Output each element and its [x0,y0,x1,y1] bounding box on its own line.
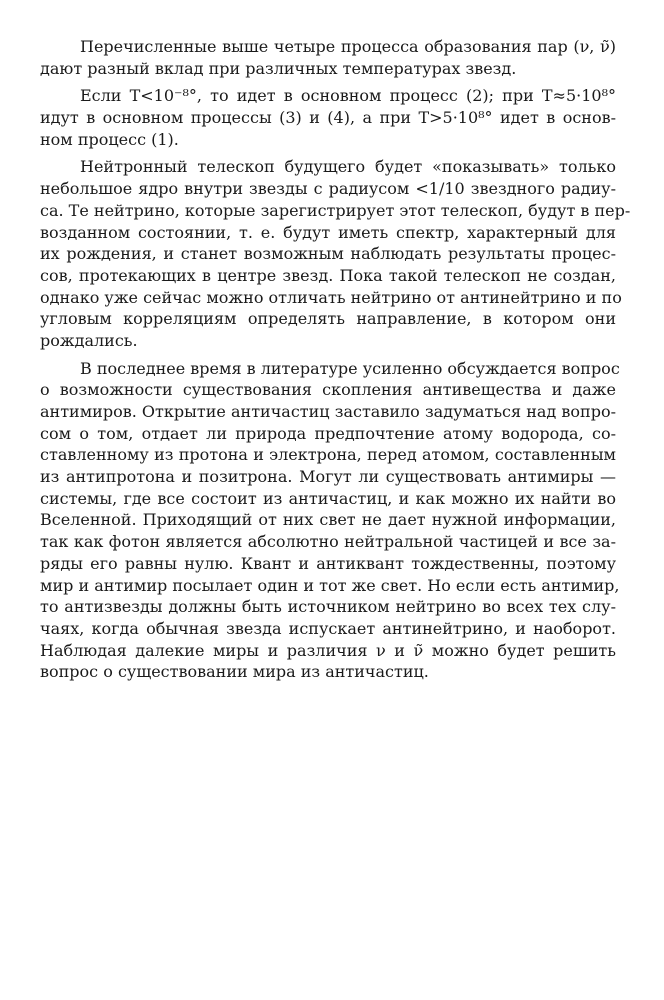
text-line: возданном состоянии, т. е. будут иметь спектр, характерный для [40,222,616,242]
text-line: Вселенной. Приходящий от них свет не дает нужной информации, [40,510,616,530]
text-line: ставленному из протона и электрона, перед атомом, составленным [40,445,616,465]
text-line: ряды его равны нулю. Квант и антиквант тождественны, поэтому [40,553,616,573]
text-line: са. Те нейтрино, которые зарегистрирует этот телескоп, будут в пер- [40,200,631,220]
text-line: небольшое ядро внутри звезды с радиусом <1/10 звездного радиу- [40,179,616,199]
text-line: В последнее время в литературе усиленно обсуждается вопрос [80,358,620,378]
text-line: угловым корреляциям определять направление, в котором они [40,309,616,329]
paragraph-1 [40,36,616,79]
text-line: о возможности существования скопления антивещества и даже [40,380,616,400]
text-line: системы, где все состоит из античастиц, и как можно их найти во [40,488,616,508]
text-line: так как фотон является абсолютно нейтральной частицей и все за- [40,532,616,552]
text-line: Наблюдая далекие миры и различия ν и ν̃ можно будет решить [40,640,616,660]
text-line: их рождения, и станет возможным наблюдать результаты процес- [40,244,616,264]
text-line: Нейтронный телескоп будущего будет «показывать» только [80,157,616,177]
text-line: идут в основном процессы (3) и (4), а при T>5·10⁸° идет в основ- [40,108,616,128]
text-line: рождались. [40,330,138,350]
text-line: Если T<10⁻⁸°, то идет в основном процесс (2); при T≈5·10⁸° [80,86,616,106]
text-line: сов, протекающих в центре звезд. Пока такой телескоп не создан, [40,265,616,285]
text-line: мир и антимир посылает один и тот же свет. Но если есть антимир, [40,575,620,595]
paragraph-3 [40,156,631,351]
text-line: дают разный вклад при различных температурах звезд. [40,58,517,78]
text-line: Перечисленные выше четыре процесса образования пар (ν, ν̃) [80,37,616,56]
paragraph-4 [40,358,620,683]
text-line: то антизвезды должны быть источником нейтрино во всех тех слу- [40,597,616,617]
text-line: вопрос о существовании мира из античастиц. [40,662,429,682]
text-line: чаях, когда обычная звезда испускает антинейтрино, и наоборот. [40,618,616,638]
text-line: ном процесс (1). [40,129,179,149]
page-text [40,36,631,689]
text-line: сом о том, отдает ли природа предпочтение атому водорода, со- [40,423,616,443]
text-line: однако уже сейчас можно отличать нейтрино от антинейтрино и по [40,287,622,307]
text-line: из антипротона и позитрона. Могут ли существовать антимиры — [40,467,616,487]
text-line: антимиров. Открытие античастиц заставило задуматься над вопро- [40,402,616,421]
paragraph-2 [40,85,616,150]
